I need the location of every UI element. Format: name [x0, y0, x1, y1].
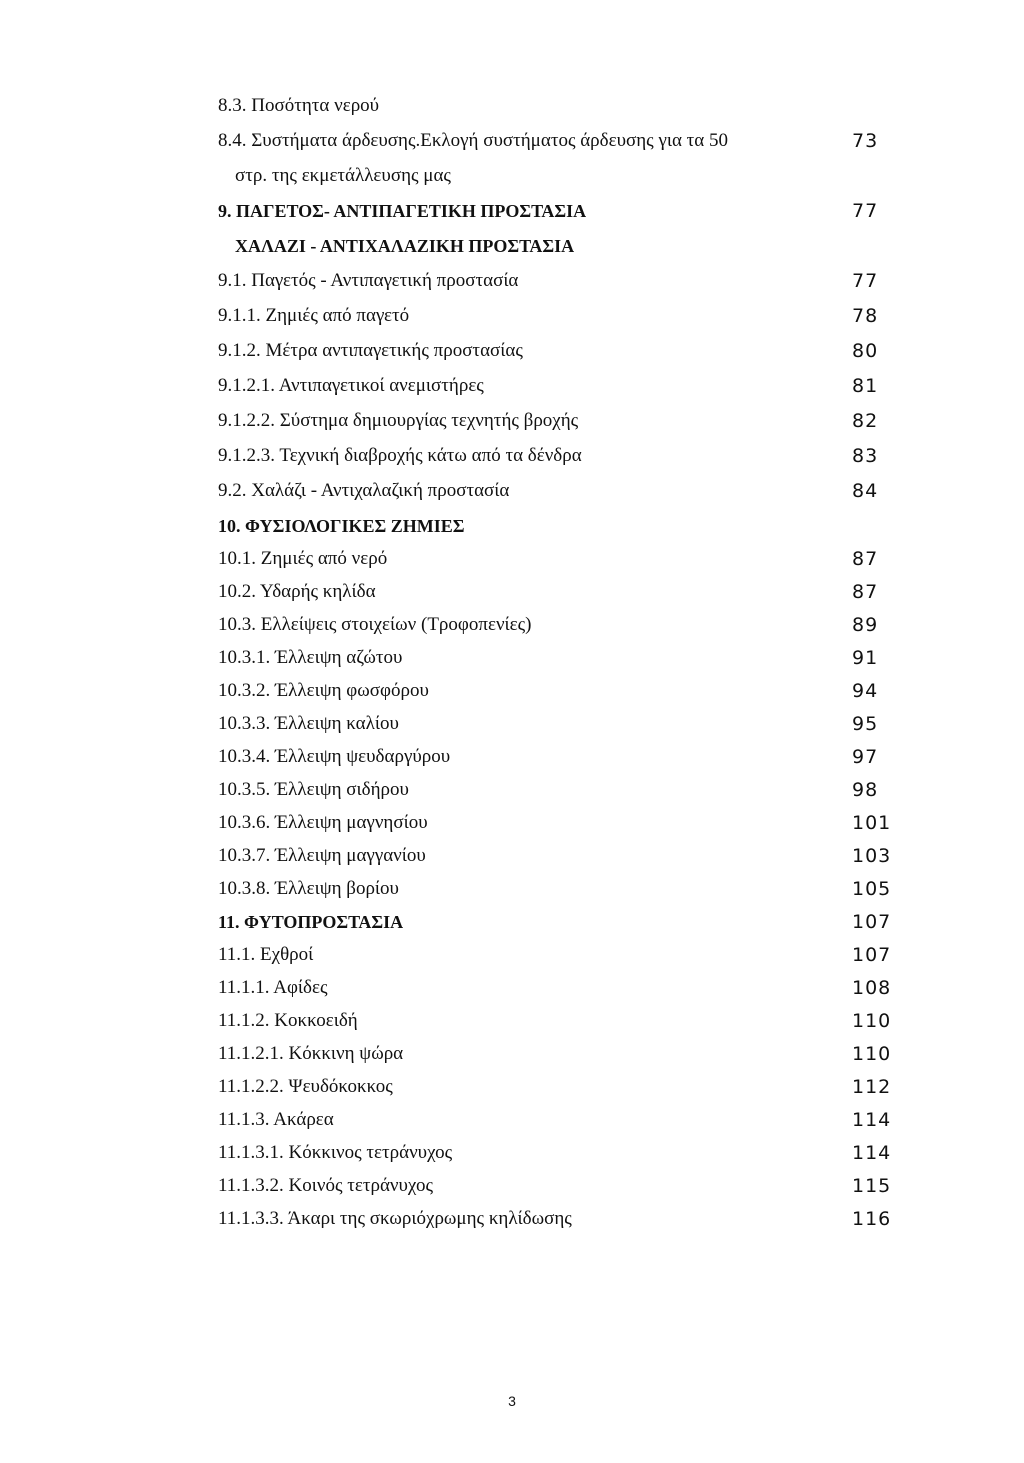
toc-entry	[0, 199, 1024, 234]
toc-entry-title: 10.1. Ζημιές από νερό	[218, 548, 388, 569]
toc-entry	[0, 374, 1024, 409]
toc-entry-title: 9.1.1. Ζημιές από παγετό	[218, 305, 410, 326]
toc-entry	[0, 910, 1024, 943]
toc-entry-page: 105	[852, 878, 892, 900]
toc-entry-page: 103	[852, 845, 892, 867]
toc-entry-page: 114	[852, 1142, 892, 1164]
toc-entry-page: 97	[852, 746, 879, 768]
toc-entry	[0, 646, 1024, 679]
toc-entry	[0, 1009, 1024, 1042]
toc-entry	[0, 1141, 1024, 1174]
toc-entry-title: 9.1.2.2. Σύστημα δημιουργίας τεχνητής βροχής	[218, 410, 579, 431]
toc-entry	[0, 712, 1024, 745]
toc-entry-page: 87	[852, 581, 879, 603]
toc-entry	[0, 811, 1024, 844]
toc-entry-page: 101	[852, 812, 892, 834]
toc-entry-title: 11. ΦΥΤΟΠΡΟΣΤΑΣΙΑ	[218, 912, 404, 932]
toc-entry-title: 9.1.2.3. Τεχνική διαβροχής κάτω από τα δένδρα	[218, 445, 582, 466]
toc-entry-title: 11.1.2. Κοκκοειδή	[218, 1010, 358, 1031]
toc-entry-page: 107	[852, 911, 892, 933]
toc-entry-title: στρ. της εκμετάλλευσης μας	[235, 165, 451, 186]
toc-entry-page: 77	[852, 200, 879, 222]
toc-entry-page: 95	[852, 713, 879, 735]
toc-entry-page: 87	[852, 548, 879, 570]
toc-entry	[0, 269, 1024, 304]
toc-entry-page: 110	[852, 1043, 892, 1065]
toc-entry-page: 114	[852, 1109, 892, 1131]
toc-entry	[0, 444, 1024, 479]
toc-entry-title: 10.3.6. Έλλειψη μαγνησίου	[218, 812, 428, 833]
toc-entry-title: 11.1.3.1. Κόκκινος τετράνυχος	[218, 1142, 453, 1163]
toc-entry	[0, 976, 1024, 1009]
toc-entry-page: 82	[852, 410, 879, 432]
toc-entry	[0, 613, 1024, 646]
toc-entry-title: 11.1.2.1. Κόκκινη ψώρα	[218, 1043, 404, 1064]
toc-entry-page: 89	[852, 614, 879, 636]
toc-entry-title: 11.1.2.2. Ψευδόκοκκος	[218, 1076, 393, 1097]
page-number: 3	[508, 1393, 516, 1409]
toc-entry-page: 115	[852, 1175, 892, 1197]
toc-entry-title: 10.3.7. Έλλειψη μαγγανίου	[218, 845, 426, 866]
toc-entry	[0, 479, 1024, 514]
toc-entry-title: 8.4. Συστήματα άρδευσης.Εκλογή συστήματος άρδευσης για τα 50	[218, 130, 729, 151]
toc-entry-title: ΧΑΛΑΖΙ - ΑΝΤΙΧΑΛΑΖΙΚΗ ΠΡΟΣΤΑΣΙΑ	[235, 236, 575, 256]
toc-entry	[0, 234, 1024, 269]
toc-entry	[0, 409, 1024, 444]
toc-entry-page: 107	[852, 944, 892, 966]
toc-entry-page: 73	[852, 130, 879, 152]
toc-entry	[0, 580, 1024, 613]
toc-entry-title: 10.3.3. Έλλειψη καλίου	[218, 713, 399, 734]
toc-entry-title: 10.3. Ελλείψεις στοιχείων (Τροφοπενίες)	[218, 614, 532, 635]
toc-entry	[0, 339, 1024, 374]
toc-entry-page: 77	[852, 270, 879, 292]
toc-entry-title: 10.3.4. Έλλειψη ψευδαργύρου	[218, 746, 451, 767]
toc-entry-title: 10.3.1. Έλλειψη αζώτου	[218, 647, 403, 668]
toc-entry-page: 110	[852, 1010, 892, 1032]
toc-entry	[0, 547, 1024, 580]
toc-entry-title: 9.1.2.1. Αντιπαγετικοί ανεμιστήρες	[218, 375, 484, 396]
toc-entry-title: 10.3.5. Έλλειψη σιδήρου	[218, 779, 409, 800]
toc-entry	[0, 164, 1024, 199]
toc-entry-page: 112	[852, 1076, 892, 1098]
toc-entry	[0, 1042, 1024, 1075]
toc-entry-title: 11.1. Εχθροί	[218, 944, 314, 965]
toc-entry	[0, 1207, 1024, 1240]
toc-entry	[0, 745, 1024, 778]
toc-entry-title: 10.3.2. Έλλειψη φωσφόρου	[218, 680, 429, 701]
toc-entry	[0, 679, 1024, 712]
toc-entry	[0, 514, 1024, 547]
toc-entry-title: 9.1.2. Μέτρα αντιπαγετικής προστασίας	[218, 340, 523, 361]
toc-entry-title: 9.2. Χαλάζι - Αντιχαλαζική προστασία	[218, 480, 510, 501]
toc-entry	[0, 94, 1024, 129]
toc-entry	[0, 129, 1024, 164]
toc-entry	[0, 304, 1024, 339]
toc-entry-title: 9.1. Παγετός - Αντιπαγετική προστασία	[218, 270, 519, 291]
toc-entry	[0, 778, 1024, 811]
toc-entry-page: 84	[852, 480, 879, 502]
toc-entry	[0, 1075, 1024, 1108]
toc-entry-page: 91	[852, 647, 879, 669]
toc-entry-page: 108	[852, 977, 892, 999]
toc-entry-title: 11.1.3.3. Άκαρι της σκωριόχρωμης κηλίδωσης	[218, 1208, 572, 1229]
toc-entry	[0, 1174, 1024, 1207]
toc-entry-title: 11.1.3. Ακάρεα	[218, 1109, 334, 1130]
table-of-contents	[0, 94, 1024, 1240]
toc-entry-title: 10.3.8. Έλλειψη βορίου	[218, 878, 399, 899]
toc-entry-page: 78	[852, 305, 879, 327]
toc-entry	[0, 877, 1024, 910]
toc-entry-title: 10. ΦΥΣΙΟΛΟΓΙΚΕΣ ΖΗΜΙΕΣ	[218, 516, 465, 536]
toc-entry-title: 10.2. Υδαρής κηλίδα	[218, 581, 376, 602]
toc-entry-page: 83	[852, 445, 879, 467]
toc-entry-page: 80	[852, 340, 879, 362]
toc-entry-title: 9. ΠΑΓΕΤΟΣ- ΑΝΤΙΠΑΓΕΤΙΚΗ ΠΡΟΣΤΑΣΙΑ	[218, 201, 587, 221]
toc-entry-title: 8.3. Ποσότητα νερού	[218, 95, 380, 116]
toc-entry	[0, 844, 1024, 877]
toc-entry-title: 11.1.1. Αφίδες	[218, 977, 328, 998]
toc-entry	[0, 1108, 1024, 1141]
toc-entry-title: 11.1.3.2. Κοινός τετράνυχος	[218, 1175, 433, 1196]
toc-entry	[0, 943, 1024, 976]
toc-entry-page: 94	[852, 680, 879, 702]
toc-entry-page: 116	[852, 1208, 892, 1230]
toc-entry-page: 98	[852, 779, 879, 801]
toc-entry-page: 81	[852, 375, 879, 397]
